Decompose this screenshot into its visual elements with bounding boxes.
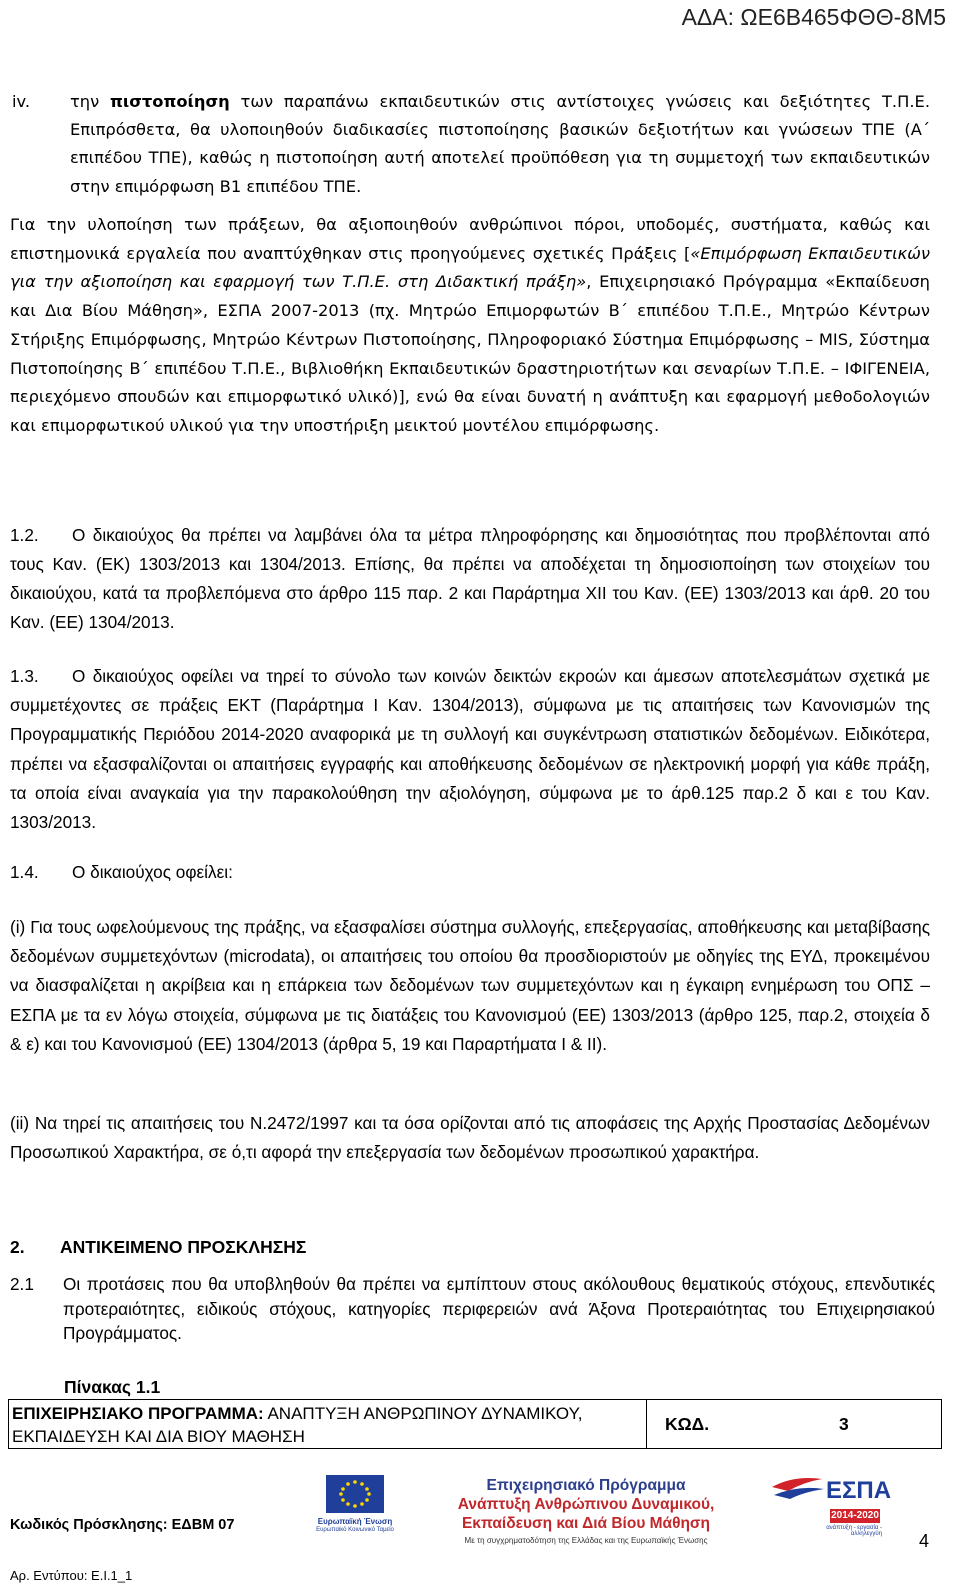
item-iv-pre: την bbox=[70, 92, 110, 111]
call-code: Κωδικός Πρόσκλησης: ΕΔΒΜ 07 bbox=[10, 1517, 235, 1533]
paragraph-1-2-text: Ο δικαιούχος θα πρέπει να λαμβάνει όλα τα μέτρα πληροφόρησης και δημοσιότητας που προβλέπονται από τους Καν. (ΕΚ) 1303/2013 και 1304/2013. Επίσης, θα πρέπει να αποδέχεται τη δημοσιοποίηση των στοιχείων του δικαιούχου, κατά τα προβλεπόμενα στο άρθρο 115 παρ. 2 και Παράρτημα XII του Καν. (ΕΕ) 1303/2013 και άρθ. 20 του Καν. (ΕΕ) 1304/2013. bbox=[10, 525, 930, 632]
resources-part2: , Επιχειρησιακό Πρόγραμμα «Εκπαίδευση και Δια Βίου Μάθηση», ΕΣΠΑ 2007-2013 (πχ. Μητρώο Επιμορφωτών Β΄ επιπέδου Τ.Π.Ε., Μητρώο Κέντρων Στήριξης Επιμόρφωσης, Μητρώο Κέντρων Πιστοποίησης, Πληροφοριακό Σύστημα Επιμόρφωσης – MIS, Σύστημα Πιστοποίησης Β΄ επιπέδου Τ.Π.Ε., Βιβλιοθήκη Εκπαιδευτικών δραστηριοτήτων και σεναρίων Τ.Π.Ε. – ΙΦΙΓΕΝΕΙΑ, περιεχόμενο σπουδών και επιμορφωτικό υλικό)], ενώ θα είναι δυνατή η ανάπτυξη και εφαρμογή μεθοδολογιών και επιμορφωτικού υλικού για την υποστήριξη μεικτού μοντέλου επιμόρφωσης. bbox=[10, 272, 930, 435]
program-label: ΕΠΙΧΕΙΡΗΣΙΑΚΟ ΠΡΟΓΡΑΜΜΑ: bbox=[12, 1404, 264, 1423]
paragraph-1-3-number: 1.3. bbox=[10, 666, 39, 686]
section-2-1 bbox=[10, 1272, 935, 1346]
paragraph-i: (i) Για τους ωφελούμενους της πράξης, να εξασφαλίσει σύστημα συλλογής, επεξεργασίας, αποθήκευσης και μεταβίβασης δεδομένων συμμετεχόντων (microdata), οι απαιτήσεις του οποίου θα προσδιοριστούν με οδηγίες της ΕΥΔ, προκειμένου να διασφαλίζεται η ακρίβεια και η επάρκεια των δεδομένων των συμμετεχόντων και η έγκαιρη ενημέρωση του ΟΠΣ – ΕΣΠΑ με τα εν λόγω στοιχεία, σύμφωνα με τις διατάξεις του Κανονισμού (ΕΕ) 1303/2013 (άρθρο 125, παρ.2, στοιχεία δ & ε) και του Κανονισμού (ΕΕ) 1304/2013 (άρθρα 5, 19 και Παραρτήματα Ι & ΙΙ). bbox=[10, 917, 930, 1054]
section-2-number: 2. bbox=[10, 1237, 25, 1257]
item-iv bbox=[10, 88, 930, 201]
section-2-heading bbox=[10, 1237, 306, 1258]
program-table bbox=[8, 1399, 942, 1449]
program-logo-line3: Εκπαίδευση και Διά Βίου Μάθηση bbox=[461, 1515, 711, 1532]
program-name: ΑΝΑΠΤΥΞΗ ΑΝΘΡΩΠΙΝΟΥ ΔΥΝΑΜΙΚΟΥ, ΕΚΠΑΙΔΕΥΣΗ ΚΑΙ ΔΙΑ ΒΙΟΥ ΜΑΘΗΣΗ bbox=[12, 1404, 583, 1446]
espa-logo bbox=[764, 1473, 892, 1537]
paragraph-1-2 bbox=[10, 521, 930, 637]
espa-tagline: ανάπτυξη - εργασία - αλληλεγγύη bbox=[826, 1525, 882, 1537]
section-2-1-number: 2.1 bbox=[10, 1274, 34, 1294]
page-number: 4 bbox=[919, 1531, 930, 1551]
paragraph-1-3-text: Ο δικαιούχος οφείλει να τηρεί το σύνολο των κοινών δεικτών εκροών και άμεσων αποτελεσμάτων σχετικά με συμμετέχοντες σε πράξεις ΕΚΤ (Παράρτημα Ι Καν. 1304/2013), σύμφωνα με τις απαιτήσεις των Κανονισμών της Προγραμματικής Περιόδου 2014-2020 αναφορικά με τη συλλογή και συγκέντρωση στατιστικών δεδομένων. Ειδικότερα, πρέπει να εξασφαλίζονται οι απαιτήσεις εγγραφής και αποθήκευσης δεδομένων σε ηλεκτρονική μορφή για κάθε πράξη, τα οποία είναι αναγκαία για την παρακολούθηση την αξιολόγηση, σύμφωνα με το άρθ.125 παρ.2 δ και ε του Καν. 1303/2013. bbox=[10, 666, 930, 833]
paragraph-ii: (ii) Να τηρεί τις απαιτήσεις του Ν.2472/1997 και τα όσα ορίζονται από τις αποφάσεις της Αρχής Προστασίας Δεδομένων Προσωπικού Χαρακτήρα, σε ό,τι αφορά την επεξεργασία των δεδομένων προσωπικού χαρακτήρα. bbox=[10, 1113, 930, 1163]
resources-italic: «Επιμόρφωση Εκπαιδευτικών για την αξιοποίηση και εφαρμογή των Τ.Π.Ε. στη Διδακτική πράξη» bbox=[10, 243, 930, 292]
eu-logo bbox=[302, 1473, 408, 1535]
espa-label: ΕΣΠΑ bbox=[826, 1477, 892, 1504]
program-logo-line2: Ανάπτυξη Ανθρώπινου Δυναμικού, bbox=[457, 1496, 715, 1513]
paragraph-1-3 bbox=[10, 662, 930, 837]
code-value: 3 bbox=[839, 1414, 849, 1434]
program-name-cell bbox=[12, 1402, 637, 1448]
ada-header: ΑΔΑ: ΩΕ6Β465ΦΘΘ-8Μ5 bbox=[681, 4, 946, 30]
paragraph-1-2-number: 1.2. bbox=[10, 525, 39, 545]
paragraph-1-4 bbox=[10, 858, 930, 886]
section-2-1-text: Οι προτάσεις που θα υποβληθούν θα πρέπει να εμπίπτουν στους ακόλουθους θεματικούς στόχους, επενδυτικές προτεραιότητες, ειδικούς στόχους, κατηγορίες περιφερειών ανά Άξονα Προτεραιότητας του Επιχειρησιακού Προγράμματος. bbox=[63, 1274, 935, 1343]
eu-label: Ευρωπαϊκή Ένωση bbox=[317, 1517, 393, 1526]
item-iv-bold: πιστοποίηση bbox=[110, 92, 230, 111]
paragraph-1-4-number: 1.4. bbox=[10, 862, 39, 882]
resources-part1: Για την υλοποίηση των πράξεων, θα αξιοποιηθούν ανθρώπινοι πόροι, υποδομές, συστήματα, καθώς και επιστημονικά εργαλεία που αναπτύχθηκαν στις προηγούμενες σχετικές Πράξεις [ bbox=[10, 215, 930, 263]
table-caption: Πίνακας 1.1 bbox=[64, 1377, 161, 1397]
paragraph-1-4-text: Ο δικαιούχος οφείλει: bbox=[72, 862, 233, 882]
item-iv-post: των παραπάνω εκπαιδευτικών στις αντίστοιχες γνώσεις και δεξιότητες Τ.Π.Ε. Επιπρόσθετα, θα υλοποιηθούν διαδικασίες πιστοποίησης βασικών δεξιοτήτων και γνώσεων ΤΠΕ (Α΄ επιπέδου ΤΠΕ), καθώς η πιστοποίηση αυτή αποτελεί προϋπόθεση για τη συμμετοχή των εκπαιδευτικών στην επιμόρφωση Β1 επιπέδου ΤΠΕ. bbox=[70, 92, 930, 196]
code-label: ΚΩΔ. bbox=[665, 1414, 710, 1434]
eu-sublabel: Ευρωπαϊκό Κοινωνικό Ταμείο bbox=[316, 1527, 394, 1533]
espa-years: 2014-2020 bbox=[831, 1510, 879, 1521]
section-2-title: ΑΝΤΙΚΕΙΜΕΝΟ ΠΡΟΣΚΛΗΣΗΣ bbox=[60, 1237, 307, 1257]
table-divider bbox=[646, 1400, 647, 1448]
form-number: Αρ. Εντύπου: Ε.Ι.1_1 bbox=[10, 1568, 133, 1583]
item-iv-number: iv. bbox=[12, 92, 31, 111]
program-logo-text bbox=[418, 1476, 754, 1545]
item-iv-text bbox=[70, 88, 930, 201]
resources-paragraph bbox=[10, 211, 930, 441]
program-logo-line1: Επιχειρησιακό Πρόγραμμα bbox=[486, 1477, 686, 1494]
program-logo-line4: Με τη συγχρηματοδότηση της Ελλάδας και της Ευρωπαϊκής Ένωσης bbox=[464, 1536, 708, 1545]
